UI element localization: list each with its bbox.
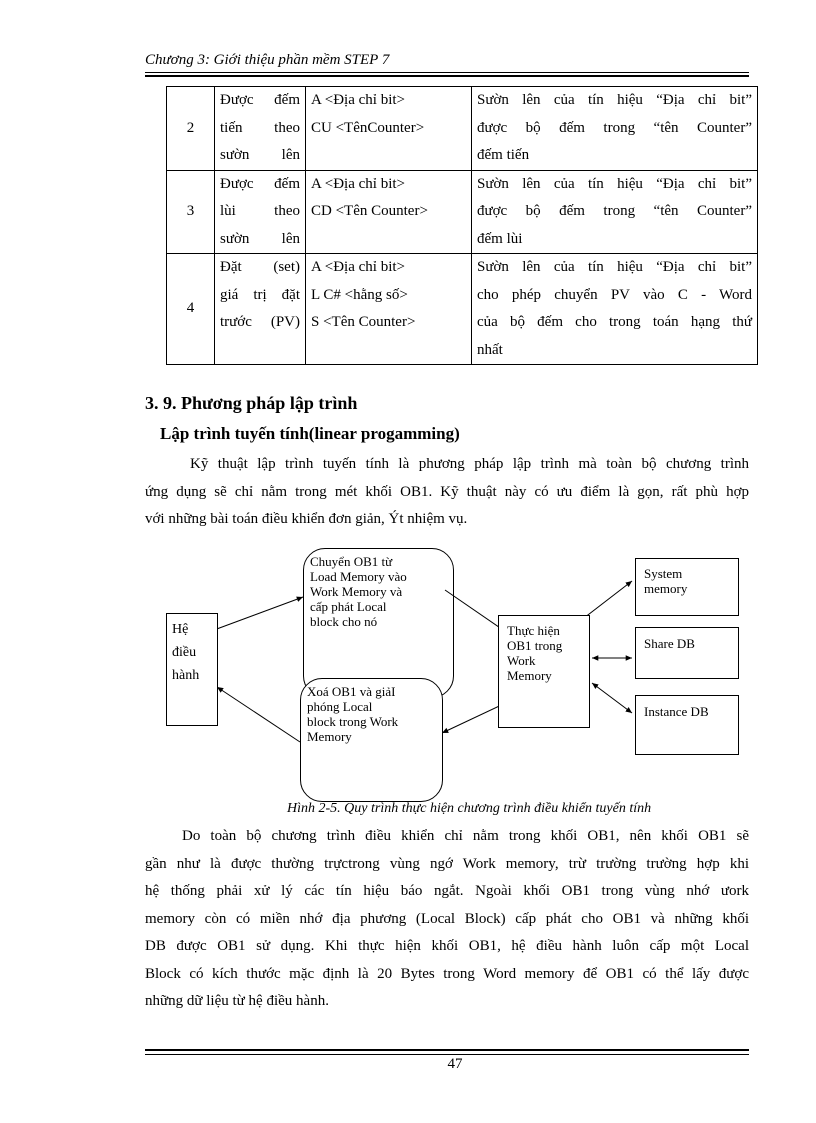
row-number: 2 — [167, 87, 215, 171]
cell-line: Sườn lên của tín hiệu “Địa chỉ bit” — [477, 92, 752, 108]
box-line: Thực hiện — [507, 623, 560, 638]
description-cell — [472, 254, 758, 365]
cell-line: được bộ đếm trong “tên Counter” — [477, 119, 752, 136]
cell-line: lùi theo — [220, 203, 300, 219]
footer-rule-thin — [145, 1054, 749, 1055]
box-line: Hệ — [172, 622, 189, 637]
table-row — [167, 170, 758, 254]
box-line: Load Memory vào — [310, 569, 407, 584]
cell-line: Đặt (set) — [220, 259, 300, 275]
cell-line: Được đếm — [220, 175, 300, 192]
figure-caption: Hình 2-5. Quy trình thực hiện chương trình điều khiển tuyến tính — [287, 801, 652, 816]
footer-rule-thick — [145, 1049, 749, 1051]
release-ob1-box — [300, 678, 443, 802]
row-number: 4 — [167, 254, 215, 365]
share-db-box — [635, 627, 739, 679]
cell-line: Được đếm — [220, 92, 300, 108]
box-line: cấp phát Local — [310, 599, 387, 614]
paragraph-line: những dữ liệu từ hệ điều hành. — [145, 993, 329, 1009]
paragraph-line: gần như là được thường trựctrong vùng ngớ Work memory, trừ trường trường hợp khi — [145, 855, 749, 872]
box-line: điều — [172, 645, 197, 660]
row-number: 3 — [167, 170, 215, 254]
cell-line: sườn lên — [220, 230, 300, 247]
cell-line: CD <Tên Counter> — [311, 203, 428, 219]
instruction-cell — [306, 170, 472, 254]
paragraph-line: memory còn có miền nhớ địa phương (Local Block) cấp phát cho OB1 và những khối — [145, 910, 749, 927]
box-line: OB1 trong — [507, 638, 563, 653]
paragraph-line: hệ thống phải xử lý các tín hiệu báo ngắt. Ngoài khối OB1 trong vùng nhớ ưork — [145, 883, 749, 899]
cell-line: cho phép chuyển PV vào C - Word — [477, 286, 752, 303]
cell-line: được bộ đếm trong “tên Counter” — [477, 203, 752, 219]
table-row — [167, 87, 758, 171]
box-line: block cho nó — [310, 614, 378, 629]
paragraph-line: ứng dụng sẽ chỉ nằm trong mét khối OB1. Kỹ thuật này có ưu điểm là gọn, rất phù hợp — [145, 483, 749, 500]
instruction-cell — [306, 87, 472, 171]
section-heading: 3. 9. Phương pháp lập trình — [145, 393, 358, 413]
body-paragraph — [145, 823, 749, 1016]
linear-programming-diagram — [140, 540, 760, 800]
box-line: hành — [172, 668, 200, 683]
description-cell — [472, 87, 758, 171]
paragraph-line: Kỹ thuật lập trình tuyến tính là phương pháp lập trình mà toàn bộ chương trình — [190, 456, 749, 472]
header-rule-thin — [145, 72, 749, 73]
instance-db-box — [635, 695, 739, 755]
table-row — [167, 254, 758, 365]
section-subheading: Lập trình tuyến tính(linear progamming) — [160, 424, 460, 443]
cell-line: CU <TênCounter> — [311, 119, 425, 136]
box-line: Work — [507, 653, 536, 668]
cell-line: A <Địa chỉ bit> — [311, 92, 405, 108]
paragraph-line: Block có kích thước mặc định là 20 Bytes trong Word memory để OB1 có thể lấy được — [145, 965, 749, 982]
box-line: Xoá OB1 và giảI — [307, 684, 396, 699]
cell-line: đếm lùi — [477, 230, 523, 247]
cell-line: A <Địa chỉ bit> — [311, 259, 405, 275]
paragraph-line: DB được OB1 sử dụng. Khi thực hiện khối OB1, hệ điều hành luôn cấp một Local — [145, 938, 749, 954]
cell-line: của bộ đếm cho trong toán hạng thứ — [477, 314, 752, 330]
operation-cell — [215, 170, 306, 254]
paragraph-line: Do toàn bộ chương trình điều khiển chỉ nằm trong khối OB1, nên khối OB1 sẽ — [182, 828, 749, 844]
operation-cell — [215, 254, 306, 365]
cell-line: đếm tiến — [477, 147, 530, 163]
cell-line: nhất — [477, 341, 503, 358]
box-line: phóng Local — [307, 699, 373, 714]
chapter-header: Chương 3: Giới thiệu phần mềm STEP 7 — [145, 52, 390, 68]
box-line: Memory — [507, 668, 552, 683]
instruction-cell — [306, 254, 472, 365]
cell-line: trước (PV) — [220, 314, 300, 330]
cell-line: Sườn lên của tín hiệu “Địa chỉ bit” — [477, 175, 752, 192]
cell-line: A <Địa chỉ bit> — [311, 175, 405, 192]
box-line: Share DB — [644, 636, 695, 651]
paragraph-line: với những bài toán điều khiển đơn giản, Ýt nhiệm vụ. — [145, 511, 468, 527]
arrow-execute-instance-db — [592, 683, 632, 713]
os-box — [166, 613, 218, 726]
transfer-ob1-box — [303, 548, 454, 698]
cell-line: Sườn lên của tín hiệu “Địa chỉ bit” — [477, 259, 752, 275]
cell-line: giá trị đặt — [220, 286, 300, 303]
box-line: block trong Work — [307, 714, 399, 729]
page-number: 47 — [447, 1056, 463, 1072]
cell-line: S <Tên Counter> — [311, 314, 416, 330]
counter-instruction-table — [166, 86, 758, 365]
box-line: memory — [644, 581, 688, 596]
box-line: Chuyển OB1 từ — [310, 554, 393, 569]
box-line: Work Memory và — [310, 584, 403, 599]
arrow-release-to-os — [217, 687, 300, 742]
description-cell — [472, 170, 758, 254]
cell-line: tiến theo — [220, 119, 300, 136]
box-line: Memory — [307, 729, 352, 744]
operation-cell — [215, 87, 306, 171]
cell-line: sườn lên — [220, 147, 300, 163]
box-line: System — [644, 566, 683, 581]
intro-paragraph — [145, 451, 749, 534]
header-rule-thick — [145, 75, 749, 77]
cell-line: L C# <hằng số> — [311, 286, 408, 303]
execute-ob1-box — [498, 615, 590, 728]
box-line: Instance DB — [644, 704, 709, 719]
system-memory-box — [635, 558, 739, 616]
arrow-os-to-transfer — [214, 597, 303, 630]
